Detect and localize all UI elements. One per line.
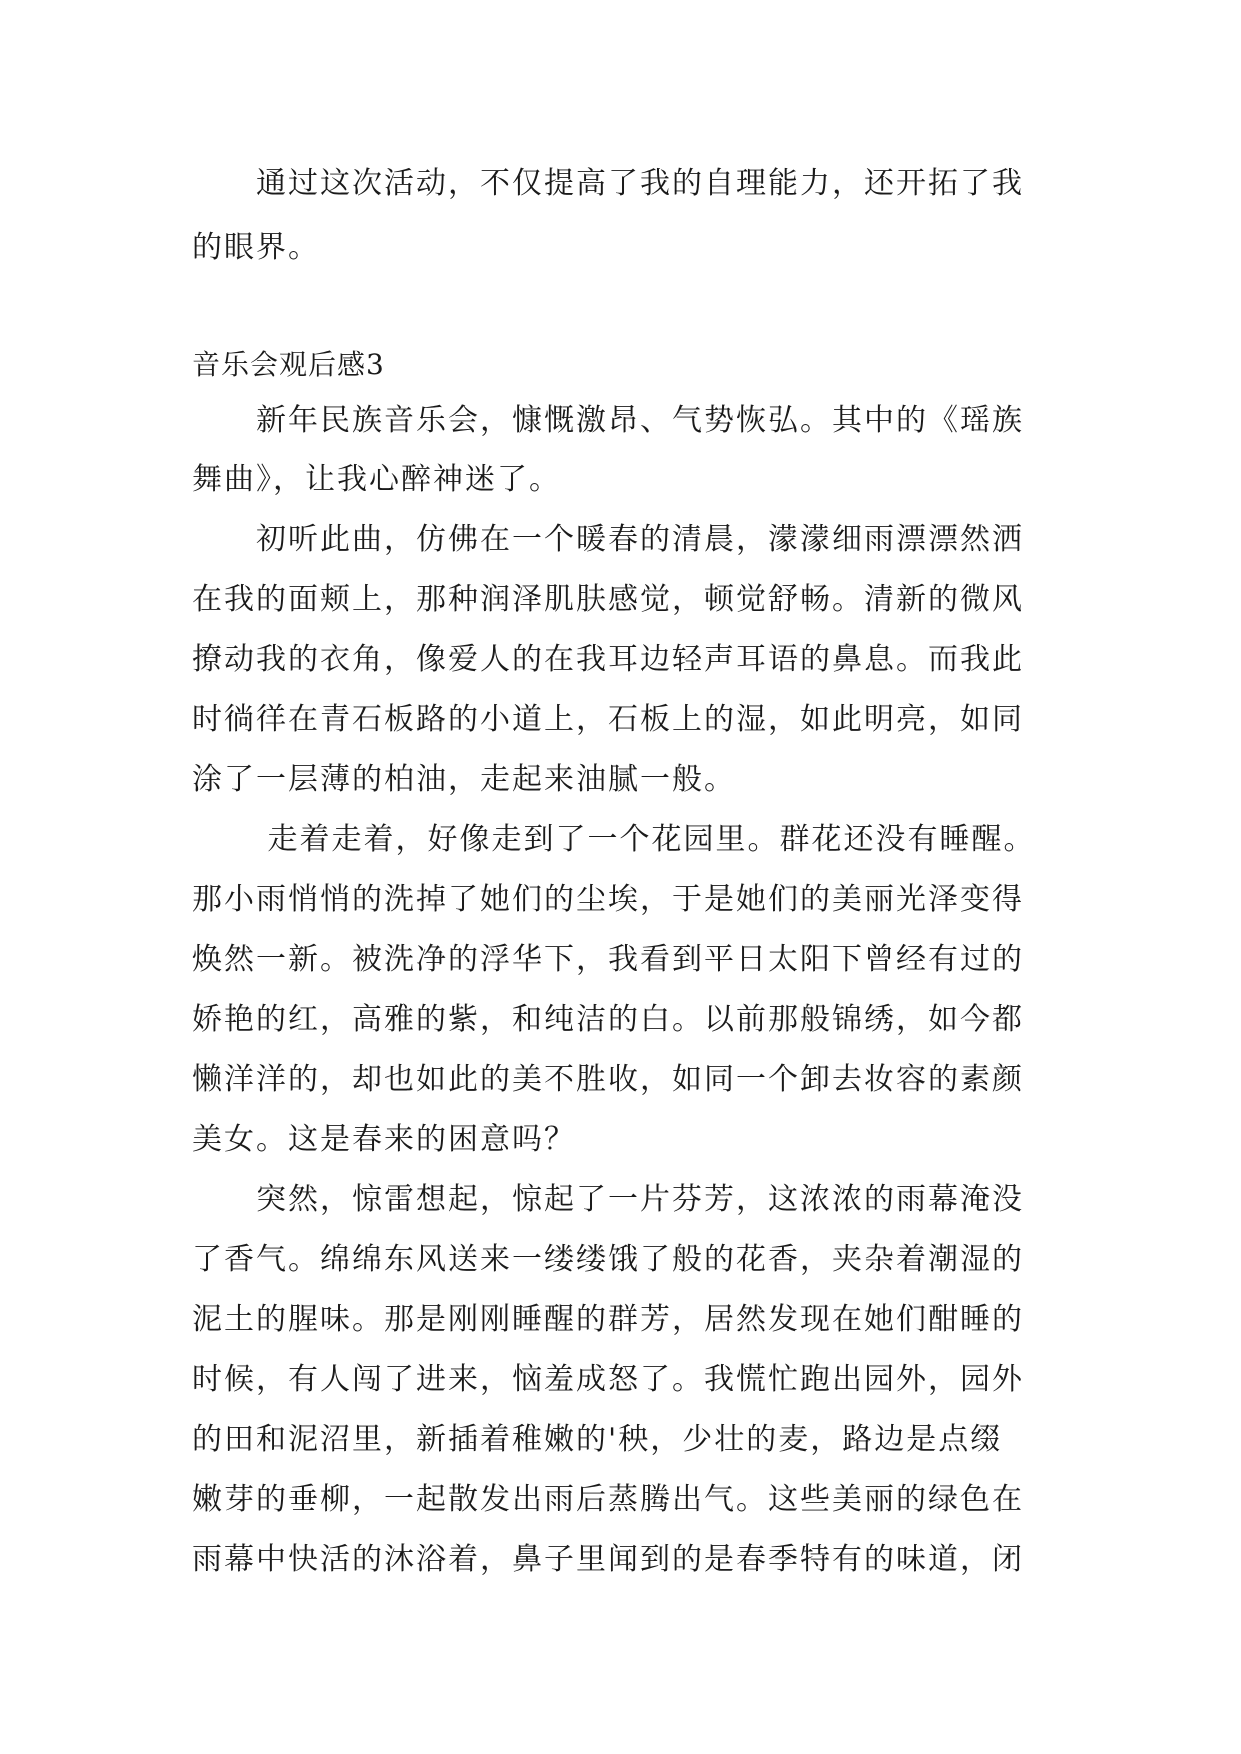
- paragraph-line: 初听此曲，仿佛在一个暖春的清晨，濛濛细雨漂漂然洒: [192, 522, 1024, 557]
- paragraph-line: 通过这次活动，不仅提高了我的自理能力，还开拓了我: [192, 166, 1024, 201]
- section-title: 音乐会观后感3: [192, 348, 385, 381]
- paragraph-line: 焕然一新。被洗净的浮华下，我看到平日太阳下曾经有过的: [192, 942, 1024, 977]
- paragraph-line: 嫩芽的垂柳，一起散发出雨后蒸腾出气。这些美丽的绿色在: [192, 1482, 1024, 1517]
- paragraph-line: 懒洋洋的，却也如此的美不胜收，如同一个卸去妆容的素颜: [192, 1062, 1024, 1097]
- paragraph-line: 撩动我的衣角，像爱人的在我耳边轻声耳语的鼻息。而我此: [192, 642, 1024, 677]
- paragraph-line: 走着走着，好像走到了一个花园里。群花还没有睡醒。: [192, 822, 1036, 857]
- paragraph-line: 的眼界。: [192, 230, 320, 265]
- paragraph-line: 的田和泥沼里，新插着稚嫩的'秧，少壮的麦，路边是点缀: [192, 1422, 1003, 1457]
- paragraph-line: 那小雨悄悄的洗掉了她们的尘埃，于是她们的美丽光泽变得: [192, 882, 1024, 917]
- paragraph-line: 涂了一层薄的柏油，走起来油腻一般。: [192, 762, 736, 797]
- paragraph-line: 娇艳的红，高雅的紫，和纯洁的白。以前那般锦绣，如今都: [192, 1002, 1024, 1037]
- paragraph-line: 了香气。绵绵东风送来一缕缕饿了般的花香，夹杂着潮湿的: [192, 1242, 1024, 1277]
- paragraph-line: 在我的面颊上，那种润泽肌肤感觉，顿觉舒畅。清新的微风: [192, 582, 1024, 617]
- paragraph-line: 泥土的腥味。那是刚刚睡醒的群芳，居然发现在她们酣睡的: [192, 1302, 1024, 1337]
- paragraph-line: 突然，惊雷想起，惊起了一片芬芳，这浓浓的雨幕淹没: [192, 1182, 1024, 1217]
- paragraph-line: 时徜徉在青石板路的小道上，石板上的湿，如此明亮，如同: [192, 702, 1024, 737]
- paragraph-line: 雨幕中快活的沐浴着，鼻子里闻到的是春季特有的味道，闭: [192, 1542, 1024, 1577]
- paragraph-line: 时候，有人闯了进来，恼羞成怒了。我慌忙跑出园外，园外: [192, 1362, 1024, 1397]
- paragraph-line: 舞曲》，让我心醉神迷了。: [192, 462, 561, 497]
- paragraph-line: 美女。这是春来的困意吗？: [192, 1122, 576, 1157]
- paragraph-line: 新年民族音乐会，慷慨激昂、气势恢弘。其中的《瑶族: [192, 403, 1024, 438]
